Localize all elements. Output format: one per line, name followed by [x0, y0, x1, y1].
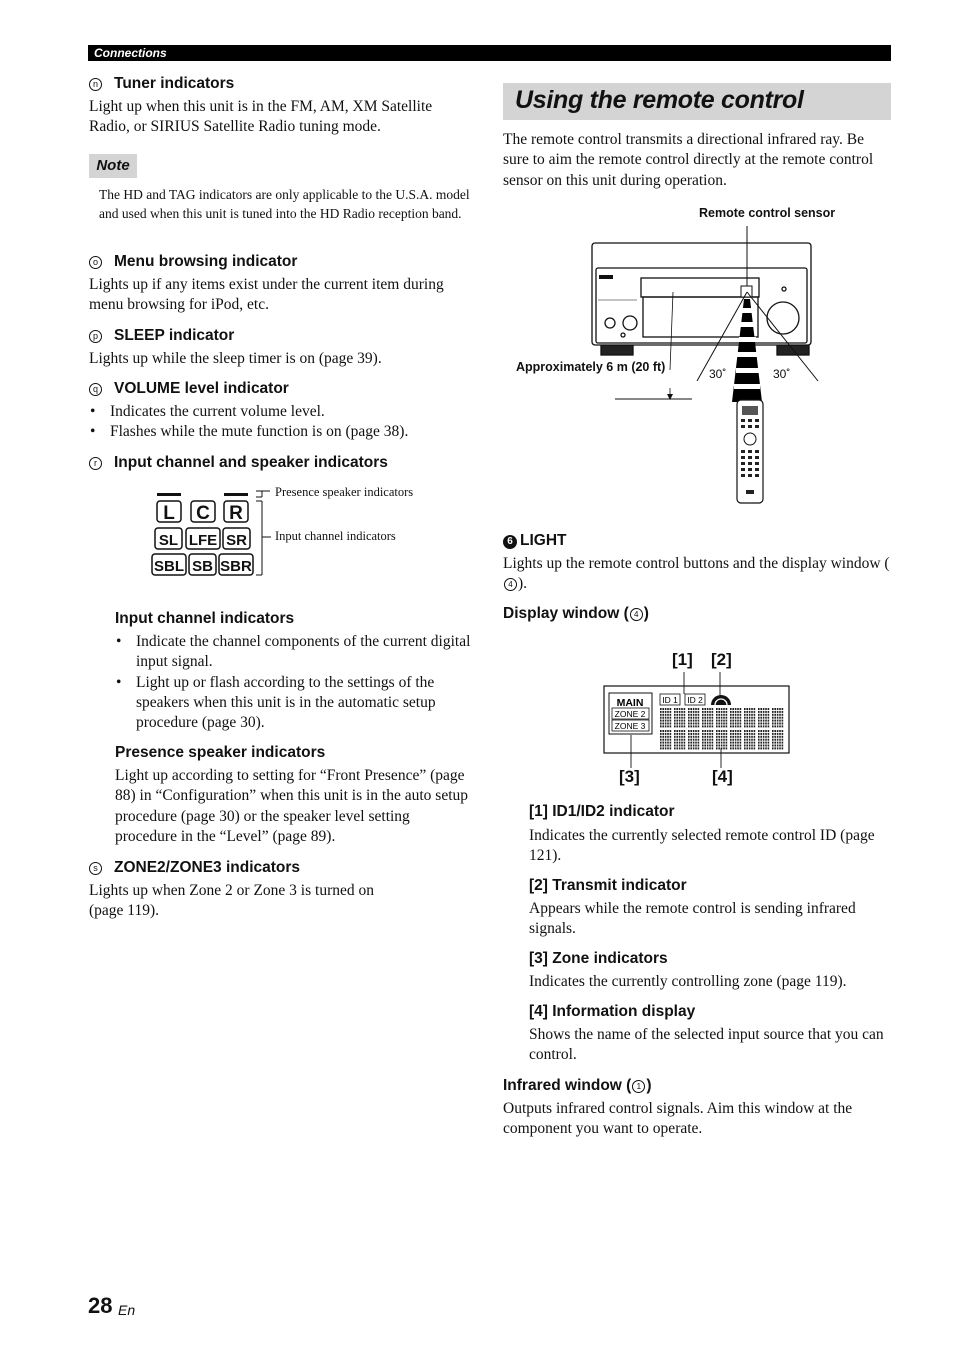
callout-1: [1] [672, 650, 693, 669]
light-heading: 6 LIGHT [503, 531, 567, 551]
zone2-label: ZONE 2 [614, 709, 646, 719]
info-body: Shows the name of the selected input source that you can control. [529, 1026, 884, 1064]
angle-right-label: 30˚ [773, 367, 791, 381]
intro-text: The remote control transmits a directional infrared ray. Be sure to aim the remote control directly at the remote control sensor on this unit during operation. [503, 131, 874, 189]
section-title: Using the remote control [515, 86, 804, 114]
channel-LFE: LFE [188, 532, 218, 549]
channel-SR: SR [226, 532, 247, 549]
channel-SBL: SBL [154, 558, 184, 575]
remote-control-illustration [737, 400, 763, 503]
info-heading: [4] Information display [529, 1003, 696, 1020]
input-channel-bullets [115, 632, 475, 733]
presence-subheading: Presence speaker indicators [115, 744, 326, 761]
sleep-body: Lights up while the sleep timer is on (page 39). [89, 350, 382, 367]
angle-left-label: 30˚ [709, 367, 727, 381]
note-text: The HD and TAG indicators are only applicable to the U.S.A. model and used when this unit is tuned into the HD Radio reception band. [99, 187, 470, 221]
ref-marker: 1 [632, 1080, 645, 1093]
list-item: • Indicate the channel components of the current digital input signal. [115, 632, 475, 673]
menu-body: Lights up if any items exist under the current item during menu browsing for iPod, etc. [89, 276, 444, 314]
presence-bar-right [224, 493, 248, 496]
channel-L: L [163, 503, 175, 524]
callout-4: [4] [712, 767, 733, 786]
tuner-body: Light up when this unit is in the FM, AM, XM Satellite Radio, or SIRIUS Satellite Radio tuning mode. [89, 98, 433, 136]
list-item: • Indicates the current volume level. [89, 402, 474, 422]
section-header-bar [88, 45, 891, 61]
page-language: En [118, 1302, 136, 1318]
channel-R: R [229, 503, 243, 524]
receiver-unit-illustration [592, 243, 811, 355]
zones-heading: [3] Zone indicators [529, 950, 668, 967]
zone-heading: s ZONE2/ZONE3 indicators [89, 858, 300, 878]
section-title-box [503, 83, 891, 120]
ref-marker: 4 [630, 608, 643, 621]
input-channel-subheading: Input channel indicators [115, 610, 295, 627]
item-number-marker: p [89, 330, 102, 343]
item-number-marker: s [89, 862, 102, 875]
transmit-body: Appears while the remote control is sending infrared signals. [529, 900, 856, 938]
channel-C: C [196, 503, 210, 524]
tuner-heading: n Tuner indicators [89, 74, 234, 94]
channel-callout-label: Input channel indicators [275, 529, 396, 543]
presence-body: Light up according to setting for “Front Presence” (page 88) in “Configuration” when this unit is in the auto setup procedure (page 30) or the speaker level setting procedure in the “Level” (page 89). [115, 767, 469, 845]
infrared-heading: Infrared window ( 1 ) [503, 1077, 652, 1094]
infrared-body: Outputs infrared control signals. Aim this window at the component you want to operate. [503, 1100, 853, 1138]
channel-SBR: SBR [220, 558, 252, 575]
remote-control-figure [580, 220, 840, 510]
zone3-label: ZONE 3 [614, 721, 646, 731]
channel-SB: SB [192, 558, 213, 575]
item-number-marker: n [89, 78, 102, 91]
zone-body: Lights up when Zone 2 or Zone 3 is turned on (page 119). [89, 882, 374, 920]
item-number-marker: 6 [503, 535, 517, 549]
input-heading: r Input channel and speaker indicators [89, 453, 388, 473]
channel-SL: SL [158, 532, 179, 549]
id-body: Indicates the currently selected remote control ID (page 121). [529, 827, 875, 865]
id2-label: ID 2 [687, 695, 703, 705]
id1-label: ID 1 [662, 695, 678, 705]
main-zone-label: MAIN [616, 697, 644, 709]
list-item: • Light up or flash according to the settings of the speakers when this unit is in the automatic setup procedure (page 30). [115, 673, 475, 734]
display-window-figure [600, 668, 794, 770]
list-item: • Flashes while the mute function is on (page 38). [89, 422, 474, 442]
item-number-marker: o [89, 256, 102, 269]
distance-label: Approximately 6 m (20 ft) [516, 360, 666, 374]
presence-bar-left [157, 493, 181, 496]
volume-heading: q VOLUME level indicator [89, 379, 289, 399]
sleep-heading: p SLEEP indicator [89, 326, 234, 346]
note-label: Note [89, 154, 137, 178]
page-number: 28 [88, 1293, 113, 1318]
callout-3: [3] [619, 767, 640, 786]
volume-bullets [89, 402, 474, 443]
ref-marker: 4 [504, 578, 517, 591]
callout-2: [2] [711, 650, 732, 669]
section-header-label: Connections [94, 46, 167, 60]
zones-body: Indicates the currently controlling zone (page 119). [529, 973, 847, 990]
light-body: Lights up the remote control buttons and the display window (4 ). [503, 555, 890, 593]
presence-callout-label: Presence speaker indicators [275, 485, 414, 499]
item-number-marker: q [89, 383, 102, 396]
display-window-heading: Display window ( 4 ) [503, 605, 649, 622]
sensor-label: Remote control sensor [699, 206, 836, 220]
transmit-heading: [2] Transmit indicator [529, 877, 687, 894]
menu-heading: o Menu browsing indicator [89, 252, 297, 272]
id-heading: [1] ID1/ID2 indicator [529, 803, 675, 820]
item-number-marker: r [89, 457, 102, 470]
